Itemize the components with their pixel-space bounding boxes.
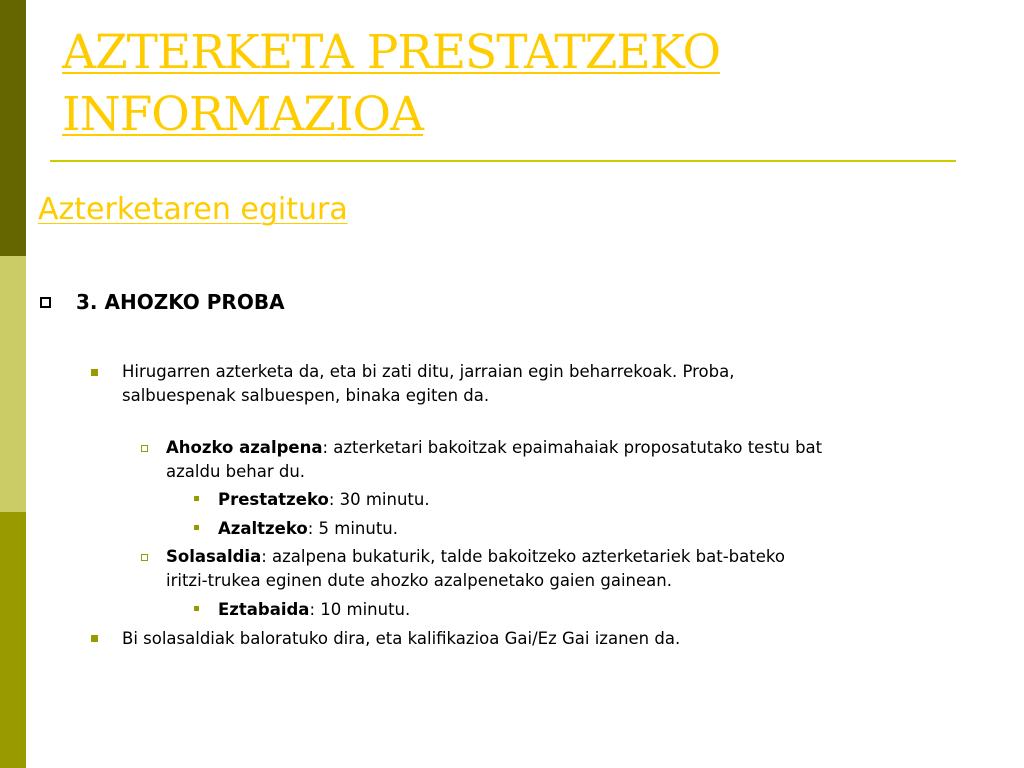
list-item: Bi solasaldiak baloratuko dira, eta kalifikazioa Gai/Ez Gai izanen da. — [122, 629, 681, 648]
hollow-square-bullet-icon — [141, 445, 148, 452]
term-description: : 30 minutu. — [328, 490, 430, 509]
small-square-bullet-icon — [194, 525, 199, 530]
slide-title — [62, 22, 962, 146]
left-band-light — [0, 256, 26, 512]
term-description: : 10 minutu. — [309, 600, 411, 619]
left-band-dark — [0, 0, 26, 256]
left-band-mid — [0, 512, 26, 768]
term-description: : 5 minutu. — [307, 519, 399, 538]
list-item — [218, 488, 430, 512]
slide-subtitle: Azterketaren egitura — [38, 192, 348, 227]
list-item-line-2: iritzi-trukea eginen dute ahozko azalpenetako gaien gainean. — [166, 571, 672, 590]
slide-title-line-2: INFORMAZIOA — [62, 87, 423, 142]
term: Prestatzeko — [218, 490, 329, 509]
square-bullet-icon — [91, 635, 98, 642]
term: Eztabaida — [218, 600, 310, 619]
hollow-square-bullet-icon — [141, 554, 148, 561]
square-bullet-icon — [91, 369, 98, 376]
list-item-line-1 — [166, 436, 986, 460]
term-description: : azterketari bakoitzak epaimahaiak proposatutako testu bat — [322, 438, 823, 457]
slide-title-line-1: AZTERKETA PRESTATZEKO — [62, 25, 721, 80]
term-description: : azalpena bukaturik, talde bakoitzeko azterketariek bat-bateko — [261, 547, 785, 566]
section-heading: 3. AHOZKO PROBA — [76, 290, 285, 314]
small-square-bullet-icon — [194, 606, 199, 611]
term: Azaltzeko — [218, 519, 308, 538]
list-item — [218, 517, 398, 541]
list-item — [218, 598, 410, 622]
list-item — [166, 545, 986, 593]
term: Ahozko azalpena — [166, 438, 323, 457]
hollow-square-bullet-icon — [40, 297, 51, 308]
list-item-line-1 — [166, 545, 986, 569]
list-item-line-2: salbuespenak salbuespen, binaka egiten da. — [122, 386, 490, 405]
small-square-bullet-icon — [194, 496, 199, 501]
list-item-line-1: Hirugarren azterketa da, eta bi zati ditu, jarraian egin beharrekoak. Proba, — [122, 362, 735, 381]
list-item — [166, 436, 986, 484]
title-divider — [50, 160, 956, 162]
list-item — [122, 360, 982, 408]
term: Solasaldia — [166, 547, 262, 566]
list-item-line-2: azaldu behar du. — [166, 462, 306, 481]
